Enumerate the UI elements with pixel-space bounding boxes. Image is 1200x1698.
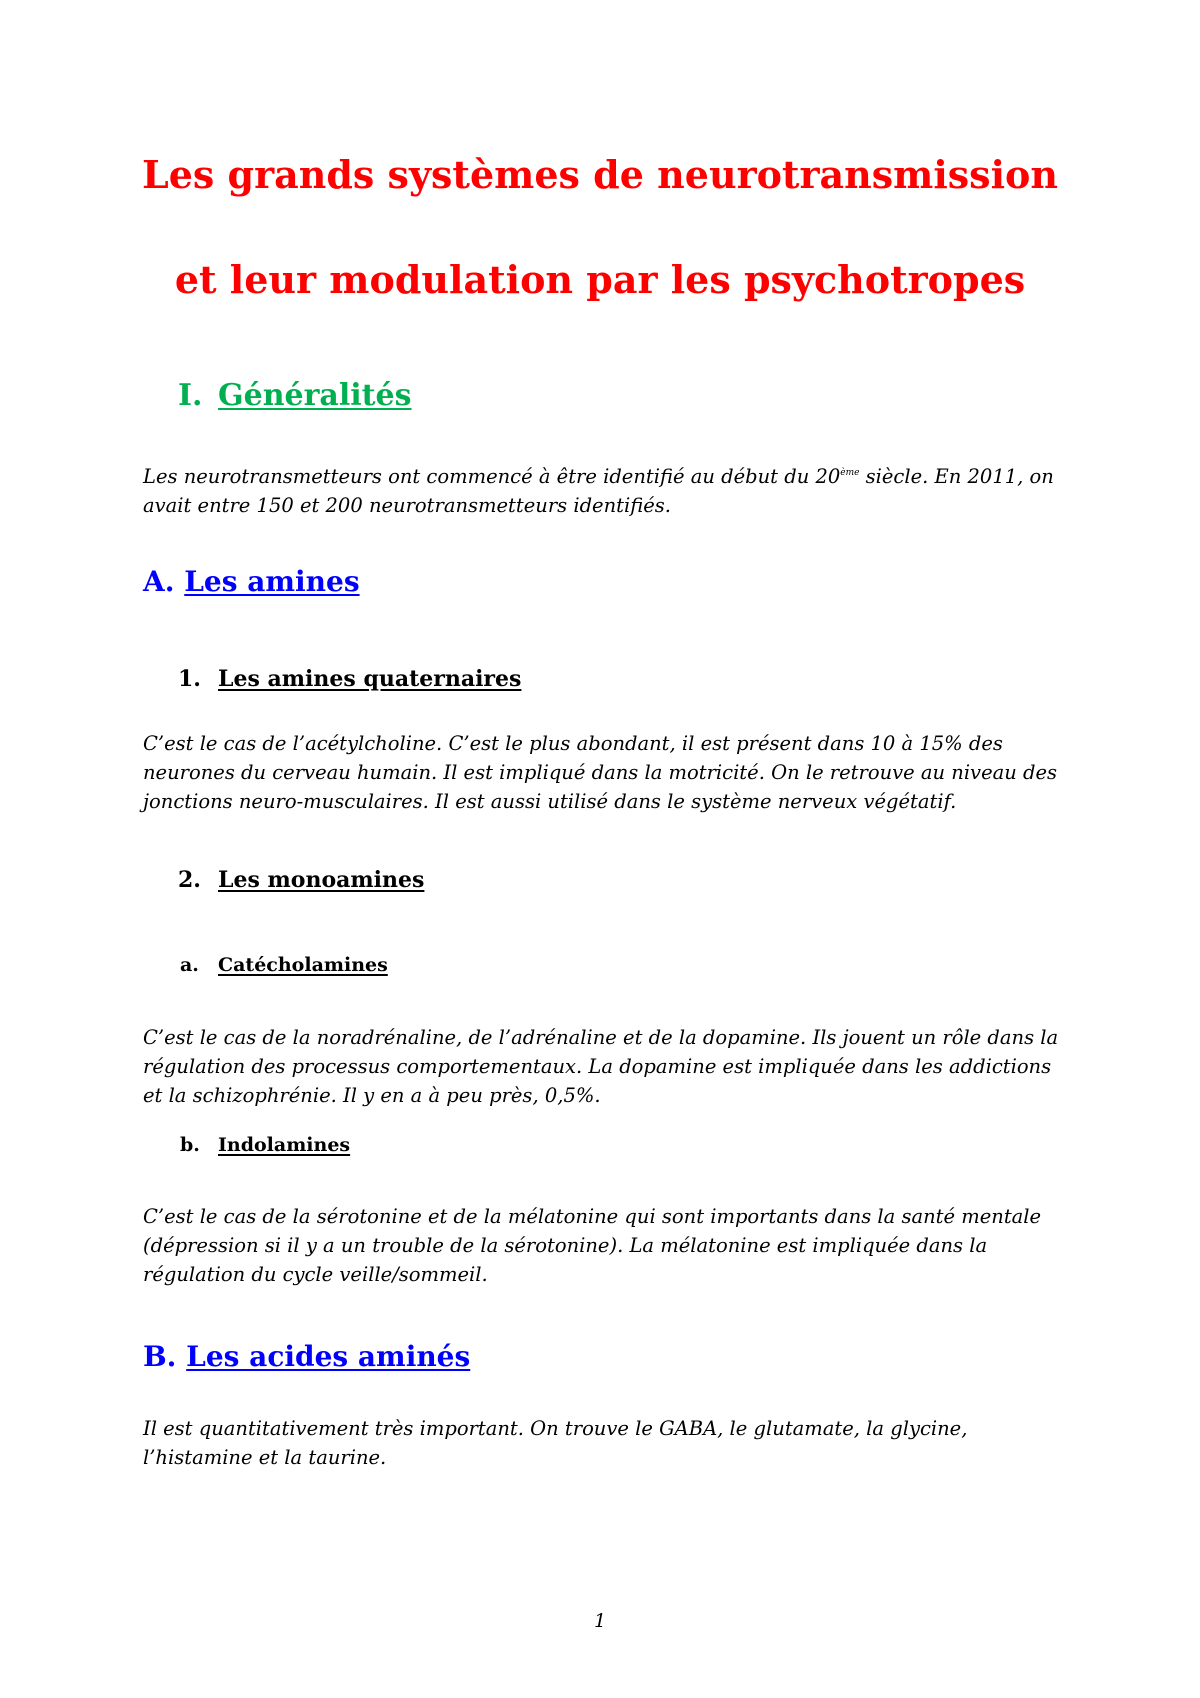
section-title: Les acides aminés <box>186 1340 471 1373</box>
subsection-number: 1. <box>178 666 201 692</box>
subsection-title: Les amines quaternaires <box>218 666 522 692</box>
paragraph-line: (dépression si il y a un trouble de la sérotonine). La mélatonine est impliquée dans la <box>143 1234 988 1257</box>
paragraph-line: l’histamine et la taurine. <box>143 1446 387 1469</box>
paragraph-line: neurones du cerveau humain. Il est impliqué dans la motricité. On le retrouve au niveau des <box>143 761 1058 784</box>
paragraph-catecholamines <box>143 1023 1068 1110</box>
page-number: 1 <box>593 1610 607 1632</box>
subsubsection-title: Catécholamines <box>218 954 388 976</box>
paragraph-acides-amines <box>143 1414 1068 1472</box>
subsubsection-heading-catecholamines <box>180 954 388 976</box>
paragraph-line: C’est le cas de la noradrénaline, de l’adrénaline et de la dopamine. Ils jouent un rôle dans la <box>143 1026 1059 1049</box>
paragraph-line: jonctions neuro-musculaires. Il est aussi utilisé dans le système nerveux végétatif. <box>143 790 957 813</box>
paragraph-text: siècle. En 2011, on <box>859 465 1054 488</box>
section-heading-amines <box>143 565 360 598</box>
paragraph-line: avait entre 150 et 200 neurotransmetteurs identifiés. <box>143 494 671 517</box>
paragraph-line: et la schizophrénie. Il y en a à peu près, 0,5%. <box>143 1084 601 1107</box>
section-number: I. <box>178 378 203 413</box>
superscript: ème <box>840 468 860 478</box>
paragraph-text: Les neurotransmetteurs ont commencé à être identifié au début du 20 <box>143 465 841 488</box>
section-heading-generalites <box>178 378 411 413</box>
section-title: Les amines <box>184 565 360 598</box>
paragraph-quaternaires <box>143 729 1068 816</box>
section-letter: A. <box>143 565 175 598</box>
paragraph-generalites <box>143 462 1068 520</box>
paragraph-line: C’est le cas de l’acétylcholine. C’est le plus abondant, il est présent dans 10 à 15% des <box>143 732 1003 755</box>
section-title: Généralités <box>218 378 412 413</box>
paragraph-indolamines <box>143 1202 1068 1289</box>
subsection-heading-monoamines <box>178 867 424 893</box>
subsubsection-number: a. <box>180 954 199 976</box>
title-line-1: Les grands systèmes de neurotransmission <box>142 152 1058 197</box>
subsection-number: 2. <box>178 867 201 893</box>
subsection-heading-quaternaires <box>178 666 521 692</box>
paragraph-line: Il est quantitativement très important. On trouve le GABA, le glutamate, la glycine, <box>143 1417 968 1440</box>
subsection-title: Les monoamines <box>218 867 425 893</box>
title-line-2: et leur modulation par les psychotropes <box>174 257 1026 302</box>
paragraph-line: C’est le cas de la sérotonine et de la mélatonine qui sont importants dans la santé mentale <box>143 1205 1042 1228</box>
section-letter: B. <box>143 1340 177 1373</box>
subsubsection-number: b. <box>180 1134 200 1156</box>
subsubsection-title: Indolamines <box>218 1134 351 1156</box>
section-heading-acides-amines <box>143 1340 470 1373</box>
paragraph-line: régulation des processus comportementaux. La dopamine est impliquée dans les addictions <box>143 1055 1052 1078</box>
paragraph-line: régulation du cycle veille/sommeil. <box>143 1263 488 1286</box>
subsubsection-heading-indolamines <box>180 1134 350 1156</box>
